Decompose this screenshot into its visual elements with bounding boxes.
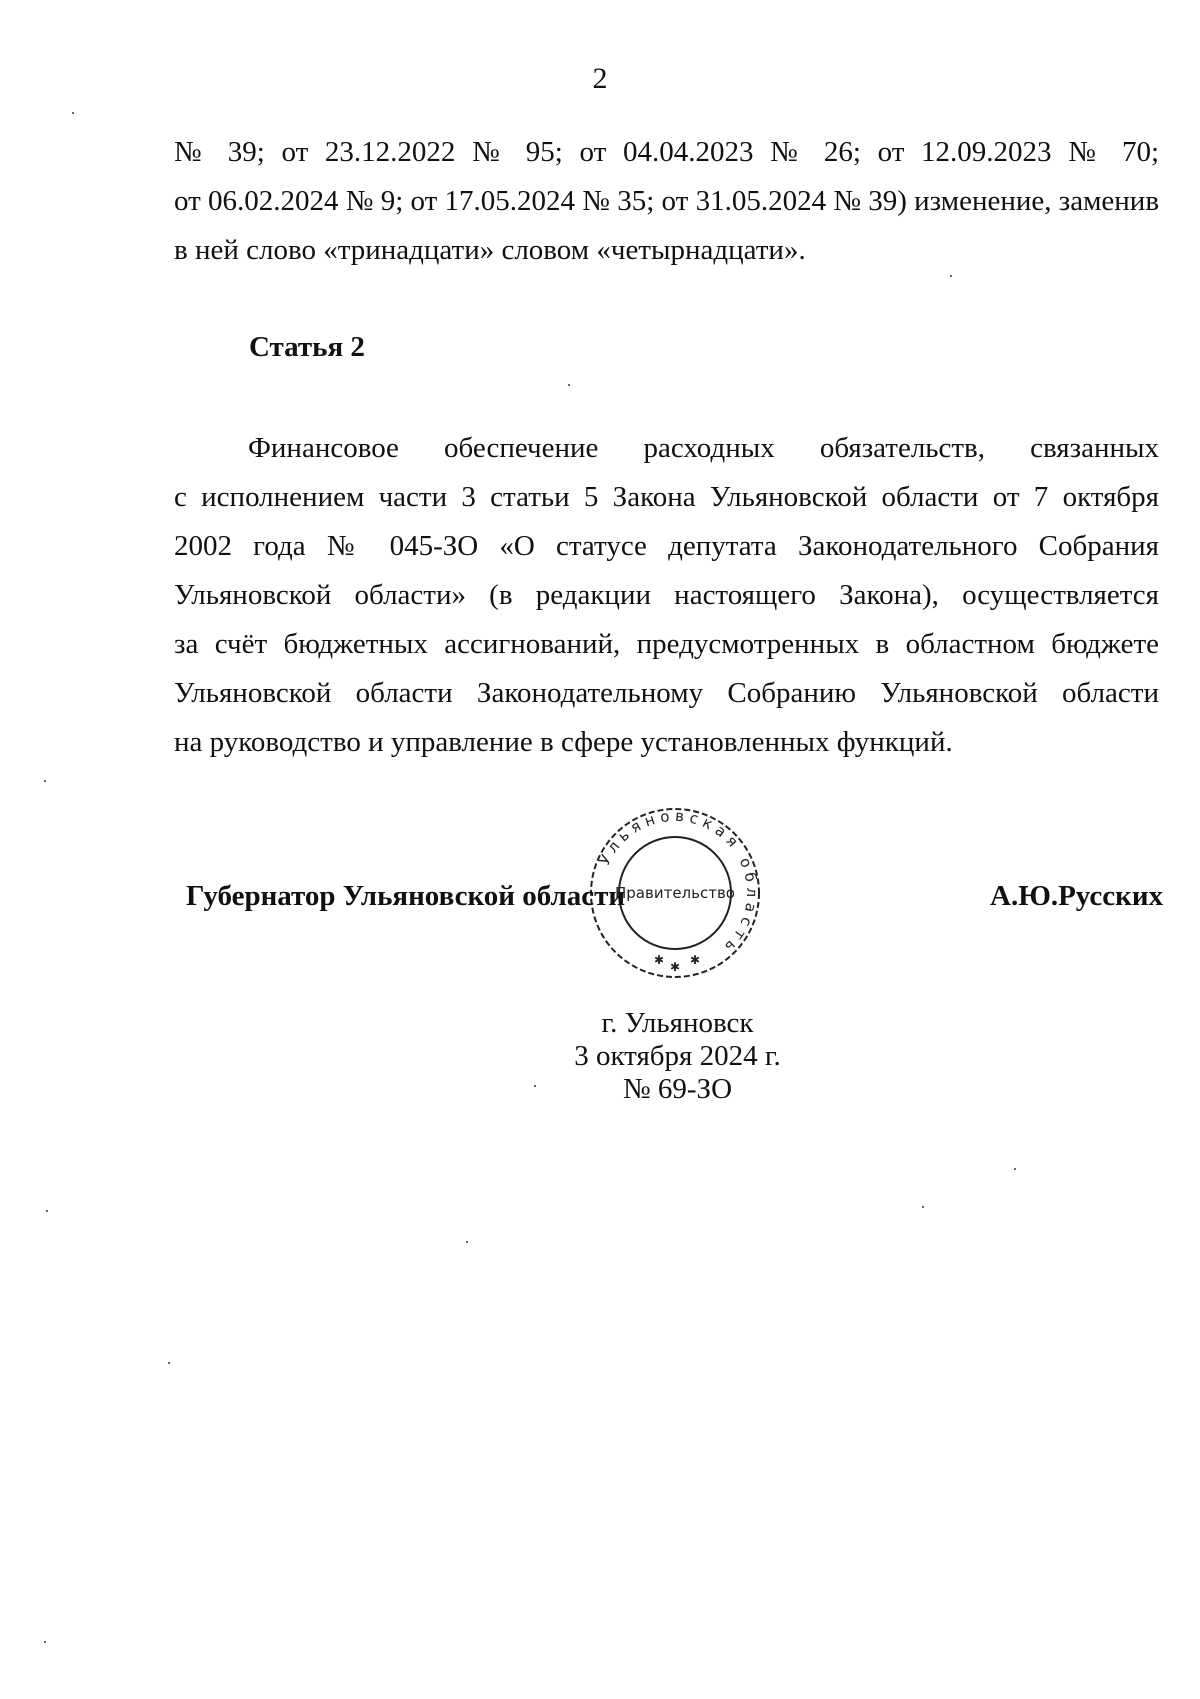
- stamp-star-icon: ✱: [670, 960, 681, 974]
- footer-number: № 69-ЗО: [622, 1073, 733, 1105]
- scan-speck: [1014, 1168, 1016, 1170]
- stamp-star-icon: ✱: [654, 953, 665, 967]
- stamp-star-icon: ✱: [690, 953, 701, 967]
- scan-speck: [72, 112, 74, 114]
- scan-speck: [534, 1085, 536, 1087]
- scan-speck: [568, 384, 570, 386]
- scan-speck: [950, 275, 952, 277]
- intro-line: № 39; от 23.12.2022 № 95; от 04.04.2023 № 26; от 12.09.2023 № 70;: [174, 136, 1159, 168]
- scan-speck: [922, 1206, 924, 1208]
- article-line: Ульяновской области Законодательному Собранию Ульяновской области: [174, 677, 1159, 709]
- scan-speck: [44, 780, 46, 782]
- stamp-outer-text: Ульяновская область: [595, 806, 762, 960]
- intro-line: от 06.02.2024 № 9; от 17.05.2024 № 35; от 31.05.2024 № 39) изменение, заменив: [174, 185, 1160, 217]
- article-line: Финансовое обеспечение расходных обязательств, связанных: [248, 432, 1159, 464]
- footer-date: 3 октября 2024 г.: [574, 1040, 781, 1072]
- stamp-inner-text: Правительство: [615, 884, 735, 902]
- article-line: Ульяновской области» (в редакции настоящего Закона), осуществляется: [174, 579, 1159, 611]
- footer-city: г. Ульяновск: [601, 1007, 754, 1039]
- scan-speck: [46, 1210, 48, 1212]
- signatory-position: Губернатор Ульяновской области: [186, 880, 626, 912]
- document-footer: [0, 1007, 1200, 1106]
- scan-speck: [168, 1362, 170, 1364]
- scan-speck: [466, 1241, 468, 1243]
- intro-line: в ней слово «тринадцати» словом «четырнадцати».: [174, 234, 806, 266]
- article-title: Статья 2: [249, 331, 365, 363]
- article-line: за счёт бюджетных ассигнований, предусмотренных в областном бюджете: [174, 628, 1159, 660]
- article-paragraph: [174, 424, 1159, 767]
- article-line: с исполнением части 3 статьи 5 Закона Ульяновской области от 7 октября: [174, 481, 1159, 513]
- intro-paragraph: [174, 128, 1159, 275]
- scan-speck: [44, 1641, 46, 1643]
- page-number: 2: [592, 62, 608, 95]
- article-line: 2002 года № 045-ЗО «О статусе депутата Законодательного Собрания: [174, 530, 1159, 562]
- signatory-name: А.Ю.Русских: [990, 880, 1164, 912]
- article-line: на руководство и управление в сфере установленных функций.: [174, 726, 953, 758]
